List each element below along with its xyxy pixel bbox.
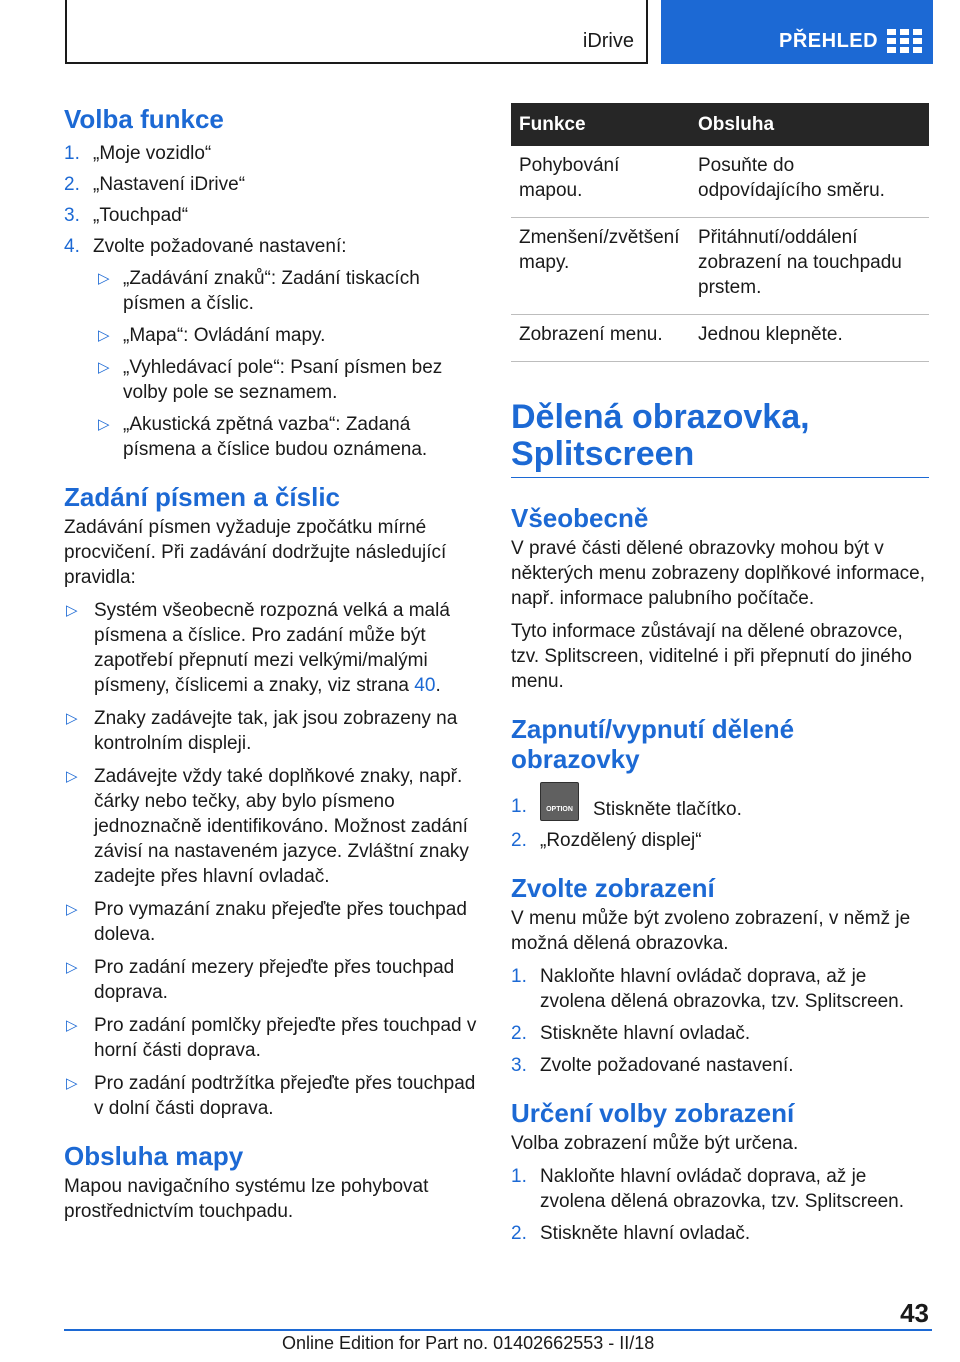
heading-volba-funkce: Volba funkce xyxy=(64,104,224,134)
column-header: Funkce xyxy=(511,103,690,146)
step-text: Zvolte požadované nastavení: xyxy=(93,236,347,257)
bullet-text: Pro zadání mezery přejeďte přes touchpad doprava. xyxy=(94,957,455,1003)
page-number: 43 xyxy=(900,1298,929,1328)
table-row xyxy=(511,315,929,362)
list-item xyxy=(511,1221,929,1246)
list-item xyxy=(93,323,479,348)
list-item xyxy=(64,172,479,197)
right-column xyxy=(511,103,929,1246)
triangle-bullet-icon: ▷ xyxy=(98,359,110,376)
list-item xyxy=(64,203,479,228)
step-number: 4. xyxy=(64,236,80,257)
triangle-bullet-icon: ▷ xyxy=(66,602,78,619)
step-text: „Nastavení iDrive“ xyxy=(93,174,246,195)
step-number: 2. xyxy=(64,174,80,195)
bullet-text: Pro zadání pomlčky přejeďte přes touchpad v horní části doprava. xyxy=(94,1015,477,1061)
vseobecne-p2: Tyto informace zůstávají na dělené obrazovce, tzv. Splitscreen, viditelné i při přepnutí do jiného menu. xyxy=(511,621,912,692)
list-item xyxy=(511,964,929,1014)
table-row xyxy=(511,146,929,218)
heading-zvolte-zobrazeni: Zvolte zobrazení xyxy=(511,873,715,903)
list-item xyxy=(64,141,479,166)
overview-button[interactable] xyxy=(661,0,933,64)
grid-icon xyxy=(887,29,923,53)
bullet-text: Pro zadání podtržítka přejeďte přes touchpad v dolní části doprava. xyxy=(94,1073,476,1119)
triangle-bullet-icon: ▷ xyxy=(98,270,110,287)
urceni-intro: Volba zobrazení může být určena. xyxy=(511,1133,799,1154)
list-item xyxy=(64,234,479,462)
zadani-bullets xyxy=(64,598,479,1121)
heading-zadani: Zadání písmen a číslic xyxy=(64,482,340,512)
table-cell: Jednou klepněte. xyxy=(690,315,929,362)
heading-obsluha-mapy: Obsluha mapy xyxy=(64,1141,244,1171)
overview-label: PŘEHLED xyxy=(779,30,879,52)
bullet-text: „Akustická zpětná vazba“: Zadaná písmena a číslice budou oznámena. xyxy=(123,414,428,460)
heading-zapnuti: Zapnutí/vypnutí dělené obrazovky xyxy=(511,714,795,774)
step-number: 2. xyxy=(511,1023,527,1044)
function-table xyxy=(511,103,929,362)
triangle-bullet-icon: ▷ xyxy=(66,1075,78,1092)
triangle-bullet-icon: ▷ xyxy=(66,710,78,727)
list-item xyxy=(93,412,479,462)
step-number: 2. xyxy=(511,830,527,851)
list-item xyxy=(511,782,929,822)
step-text: „Moje vozidlo“ xyxy=(93,143,212,164)
list-item xyxy=(64,897,479,947)
table-cell: Pohybování mapou. xyxy=(511,146,690,218)
list-item xyxy=(511,1053,929,1078)
step-text: Stiskněte tlačítko. xyxy=(593,799,742,820)
step-number: 1. xyxy=(511,796,527,817)
list-item xyxy=(511,1164,929,1214)
heading-splitscreen: Dělená obrazovka, Splitscreen xyxy=(511,398,810,473)
step-number: 1. xyxy=(511,1166,527,1187)
step-number: 2. xyxy=(511,1223,527,1244)
list-item xyxy=(64,706,479,756)
option-button-text: OPTION xyxy=(546,806,573,813)
zvolte-intro: V menu může být zvoleno zobrazení, v němž je možná dělená obrazovka. xyxy=(511,908,911,954)
edition-footer: Online Edition for Part no. 01402662553 - II/18 xyxy=(282,1333,655,1353)
step-text: „Touchpad“ xyxy=(93,205,189,226)
zapnuti-steps xyxy=(511,782,929,853)
list-item xyxy=(511,828,929,853)
urceni-steps xyxy=(511,1164,929,1246)
step-text: Stiskněte hlavní ovladač. xyxy=(540,1223,751,1244)
triangle-bullet-icon: ▷ xyxy=(98,416,110,433)
step-text: Nakloňte hlavní ovládač doprava, až je zvolena dělená obrazovka, tzv. Splitscreen. xyxy=(540,966,905,1012)
volba-steps xyxy=(64,141,479,462)
section-title: iDrive xyxy=(582,30,634,52)
triangle-bullet-icon: ▷ xyxy=(66,901,78,918)
triangle-bullet-icon: ▷ xyxy=(66,959,78,976)
step-text: „Rozdělený displej“ xyxy=(540,830,702,851)
list-item xyxy=(64,1071,479,1121)
bullet-text: „Mapa“: Ovládání mapy. xyxy=(123,325,326,346)
bullet-text: Pro vymazání znaku přejeďte přes touchpad doleva. xyxy=(94,899,467,945)
triangle-bullet-icon: ▷ xyxy=(66,768,78,785)
bullet-text: Systém všeobecně rozpozná velká a malá písmena a číslice. Pro zadání může být zapotřebí přepnutí mezi velkými/malými písmeny, číslicemi a znaky, viz strana xyxy=(94,600,450,696)
step-number: 3. xyxy=(511,1055,527,1076)
step-number: 1. xyxy=(511,966,527,987)
table-cell: Přitáhnutí/oddálení zobrazení na touchpadu prstem. xyxy=(690,218,929,315)
bullet-text: „Vyhledávací pole“: Psaní písmen bez volby pole se seznamem. xyxy=(123,357,443,403)
table-cell: Zmenšení/zvětšení mapy. xyxy=(511,218,690,315)
mapa-text: Mapou navigačního systému lze pohybovat prostřednictvím touchpadu. xyxy=(64,1176,429,1222)
triangle-bullet-icon: ▷ xyxy=(98,327,110,344)
bullet-text: Zadávejte vždy také doplňkové znaky, např. čárky nebo tečky, aby bylo písmeno jednoznačně identifikováno. Možnost zadání závisí na nastaveném jazyce. Zvláštní znaky zadejte přes hlavní ovladač. xyxy=(94,766,469,887)
list-item xyxy=(93,266,479,316)
header-section-box xyxy=(65,0,648,64)
page-link[interactable]: 40 xyxy=(414,675,436,696)
table-row xyxy=(511,218,929,315)
list-item xyxy=(93,355,479,405)
option-button-icon xyxy=(540,782,579,821)
list-item xyxy=(511,1021,929,1046)
list-item xyxy=(64,955,479,1005)
list-item xyxy=(64,598,479,698)
table-header-row xyxy=(511,103,929,146)
step-text: Zvolte požadované nastavení. xyxy=(540,1055,794,1076)
bullet-end: . xyxy=(435,675,441,696)
table-cell: Posuňte do odpovídajícího směru. xyxy=(690,146,929,218)
step-text: Stiskněte hlavní ovladač. xyxy=(540,1023,751,1044)
list-item xyxy=(64,764,479,889)
bullet-text: „Zadávání znaků“: Zadání tiskacích písmen a číslic. xyxy=(123,268,420,314)
column-header: Obsluha xyxy=(690,103,929,146)
heading-urceni: Určení volby zobrazení xyxy=(511,1098,795,1128)
footer-rule xyxy=(64,1329,932,1331)
bullet-text: Znaky zadávejte tak, jak jsou zobrazeny na kontrolním displeji. xyxy=(94,708,458,754)
left-column xyxy=(64,100,479,1224)
vseobecne-p1: V pravé části dělené obrazovky mohou být v některých menu zobrazeny doplňkové informace, např. informace palubního počítače. xyxy=(511,538,926,609)
heading-rule xyxy=(511,477,929,478)
heading-vseobecne: Všeobecně xyxy=(511,503,649,533)
triangle-bullet-icon: ▷ xyxy=(66,1017,78,1034)
step-text: Nakloňte hlavní ovládač doprava, až je zvolena dělená obrazovka, tzv. Splitscreen. xyxy=(540,1166,905,1212)
table-cell: Zobrazení menu. xyxy=(511,315,690,362)
zadani-intro: Zadávání písmen vyžaduje zpočátku mírné procvičení. Při zadávání dodržujte následující pravidla: xyxy=(64,517,447,588)
step-number: 3. xyxy=(64,205,80,226)
zvolte-steps xyxy=(511,964,929,1078)
list-item xyxy=(64,1013,479,1063)
step-number: 1. xyxy=(64,143,80,164)
volba-sublist xyxy=(93,266,479,462)
